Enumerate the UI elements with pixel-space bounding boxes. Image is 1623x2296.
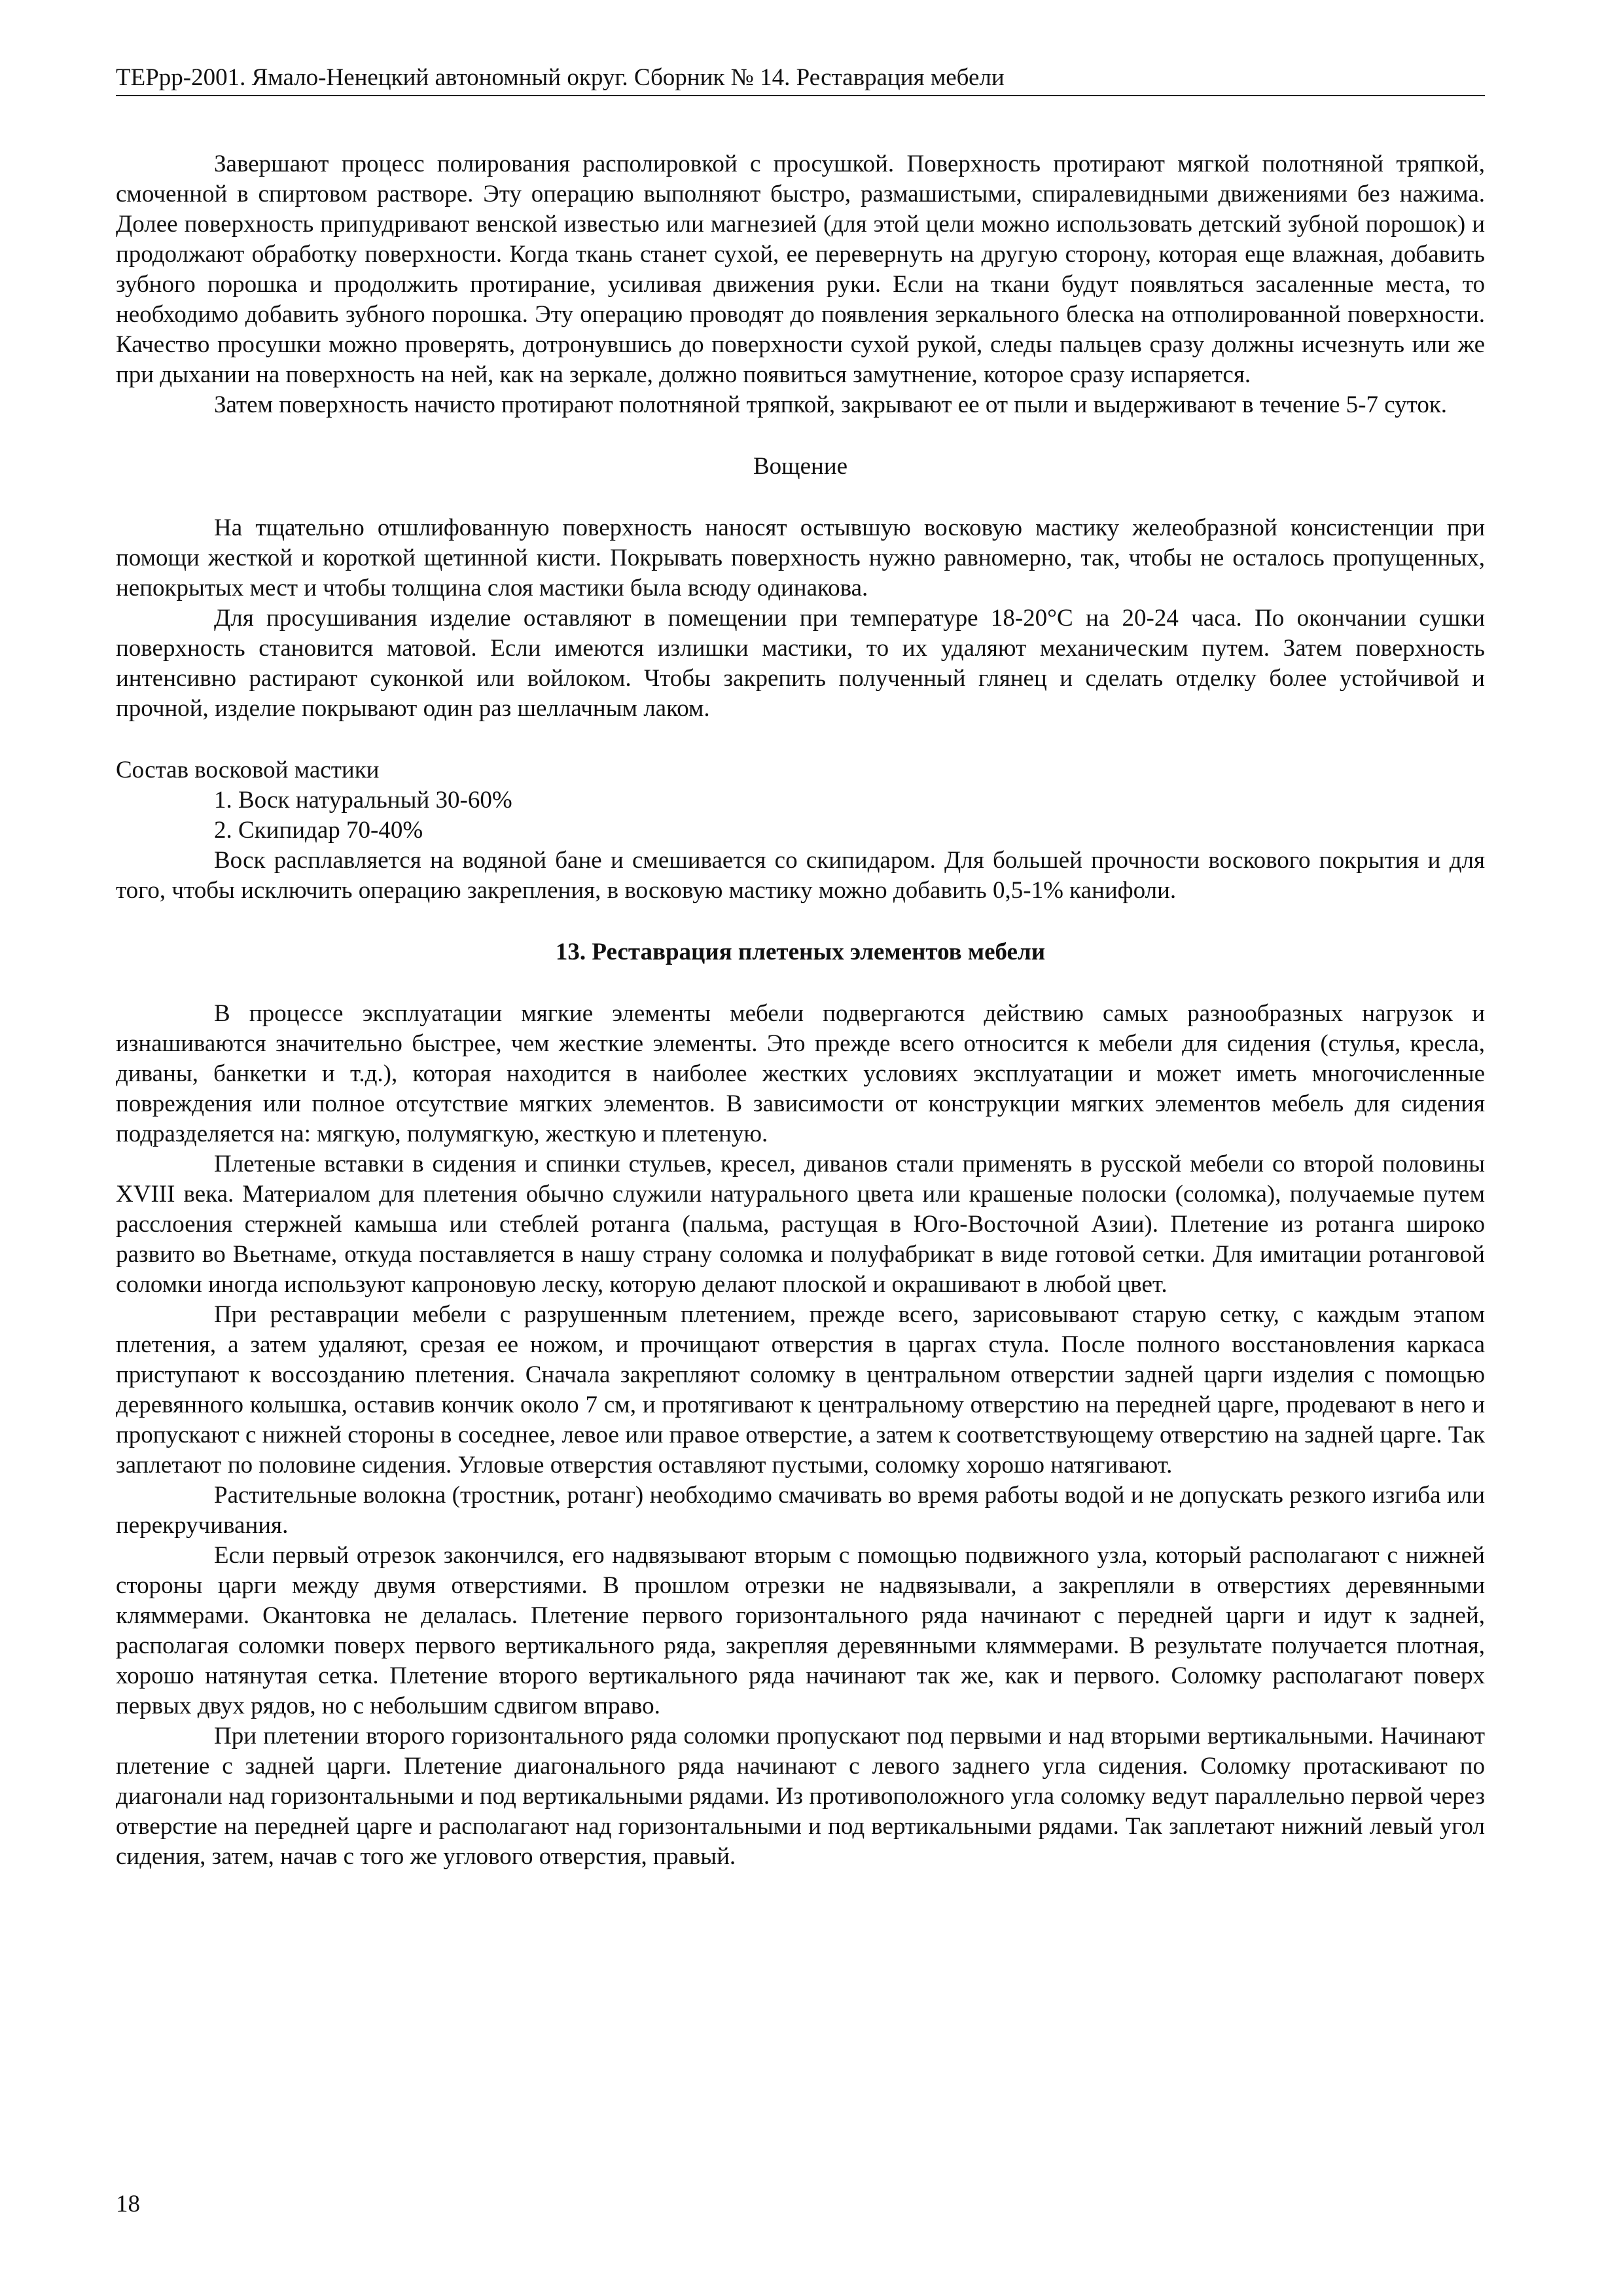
mastic-item-1: 1. Воск натуральный 30-60%	[214, 787, 512, 814]
section-13-paragraph-6: При плетении второго горизонтального ряда соломки пропускают под первыми и над вторыми вертикальными. Начинают плетение с задней царги. Плетение диагонального ряда начинают с левого заднего угла сидения. Соломку протаскивают по диагонали над горизонтальными и под вертикальными рядами. Из противоположного угла соломку ведут параллельно первой через отверстие на передней царге и располагают над горизонтальными и под вертикальными рядами. Так заплетают нижний левый угол сидения, затем, начав с того же углового отверстия, правый.	[116, 1723, 1485, 1870]
polishing-paragraph-2: Затем поверхность начисто протирают полотняной тряпкой, закрывают ее от пыли и выдерживают в течение 5-7 суток.	[214, 391, 1448, 418]
mastic-title: Состав восковой мастики	[116, 757, 380, 783]
waxing-paragraph-2: Для просушивания изделие оставляют в помещении при температуре 18-20°С на 20-24 часа. По окончании сушки поверхность становится матовой. Если имеются излишки мастики, то их удаляют механическим путем. Затем поверхность интенсивно растирают суконкой или войлоком. Чтобы закрепить полученный глянец и сделать отделку более устойчивой и прочной, изделие покрывают один раз шеллачным лаком.	[116, 605, 1485, 722]
section-13-paragraph-1: В процессе эксплуатации мягкие элементы мебели подвергаются действию самых разнообразных нагрузок и изнашиваются значительно быстрее, чем жесткие элементы. Это прежде всего относится к мебели для сидения (стулья, кресла, диваны, банкетки и т.д.), которая находится в наиболее жестких условиях эксплуатации и может иметь многочисленные повреждения или полное отсутствие мягких элементов. В зависимости от конструкции мягких элементов мебель для сидения подразделяется на: мягкую, полумягкую, жесткую и плетеную.	[116, 1000, 1485, 1147]
section-13-paragraph-2: Плетеные вставки в сидения и спинки стульев, кресел, диванов стали применять в русской мебели со второй половины XVIII века. Материалом для плетения обычно служили натурального цвета или крашеные полоски (соломка), получаемые путем расслоения стержней камыша или стеблей ротанга (пальма, растущая в Юго-Восточной Азии). Плетение из ротанга широко развито во Вьетнаме, откуда поставляется в нашу страну соломка и полуфабрикат в виде готовой сетки. Для имитации ротанговой соломки иногда используют капроновую леску, которую делают плоской и окрашивают в любой цвет.	[116, 1151, 1485, 1298]
running-header: ТЕРрр-2001. Ямало-Ненецкий автономный округ. Сборник № 14. Реставрация мебели	[116, 62, 1485, 96]
mastic-paragraph: Воск расплавляется на водяной бане и смешивается со скипидаром. Для большей прочности воскового покрытия и для того, чтобы исключить операцию закрепления, в восковую мастику можно добавить 0,5-1% канифоли.	[116, 847, 1485, 904]
page-number: 18	[116, 2191, 140, 2217]
page-body	[116, 149, 1485, 1872]
mastic-item-2: 2. Скипидар 70-40%	[214, 817, 423, 844]
section-13-heading: 13. Реставрация плетеных элементов мебели	[555, 939, 1046, 965]
section-13-paragraph-3: При реставрации мебели с разрушенным плетением, прежде всего, зарисовывают старую сетку, с каждым этапом плетения, а затем удаляют, срезая ее ножом, и прочищают отверстия в царгах стула. После полного восстановления каркаса приступают к воссозданию плетения. Сначала закрепляют соломку в центральном отверстии задней царги изделия с помощью деревянного колышка, оставив кончик около 7 см, и протягивают к центральному отверстию на передней царге, продевают в него и пропускают с нижней стороны в соседнее, левое или правое отверстие, а затем к соответствующему отверстию на задней царге. Так заплетают по половине сидения. Угловые отверстия оставляют пустыми, соломку хорошо натягивают.	[116, 1301, 1485, 1479]
section-13-paragraph-4: Растительные волокна (тростник, ротанг) необходимо смачивать во время работы водой и не допускать резкого изгиба или перекручивания.	[116, 1482, 1485, 1539]
waxing-heading: Вощение	[753, 453, 848, 480]
polishing-paragraph-1: Завершают процесс полирования располировкой с просушкой. Поверхность протирают мягкой полотняной тряпкой, смоченной в спиртовом растворе. Эту операцию выполняют быстро, размашистыми, спиралевидными движениями без нажима. Долее поверхность припудривают венской известью или магнезией (для этой цели можно использовать детский зубной порошок) и продолжают обработку поверхности. Когда ткань станет сухой, ее перевернуть на другую сторону, которая еще влажная, добавить зубного порошка и продолжить протирание, усиливая движения руки. Если на ткани будут появляться засаленные места, то необходимо добавить зубного порошка. Эту операцию проводят до появления зеркального блеска на отполированной поверхности. Качество просушки можно проверять, дотронувшись до поверхности сухой рукой, следы пальцев сразу должны исчезнуть или же при дыхании на поверхность на ней, как на зеркале, должно появиться замутнение, которое сразу испаряется.	[116, 151, 1485, 388]
section-13-paragraph-5: Если первый отрезок закончился, его надвязывают вторым с помощью подвижного узла, который располагают с нижней стороны царги между двумя отверстиями. В прошлом отрезки не надвязывали, а закрепляли в отверстиях деревянными кляммерами. Окантовка не делалась. Плетение первого горизонтального ряда начинают с передней царги и идут к задней, располагая соломки поверх первого вертикального ряда, закрепляя деревянными кляммерами. В результате получается плотная, хорошо натянутая сетка. Плетение второго вертикального ряда начинают так же, как и первого. Соломку располагают поверх первых двух рядов, но с небольшим сдвигом вправо.	[116, 1542, 1485, 1719]
waxing-paragraph-1: На тщательно отшлифованную поверхность наносят остывшую восковую мастику желеобразной консистенции при помощи жесткой и короткой щетинной кисти. Покрывать поверхность нужно равномерно, так, чтобы не осталось пропущенных, непокрытых мест и чтобы толщина слоя мастики была всюду одинакова.	[116, 514, 1485, 601]
